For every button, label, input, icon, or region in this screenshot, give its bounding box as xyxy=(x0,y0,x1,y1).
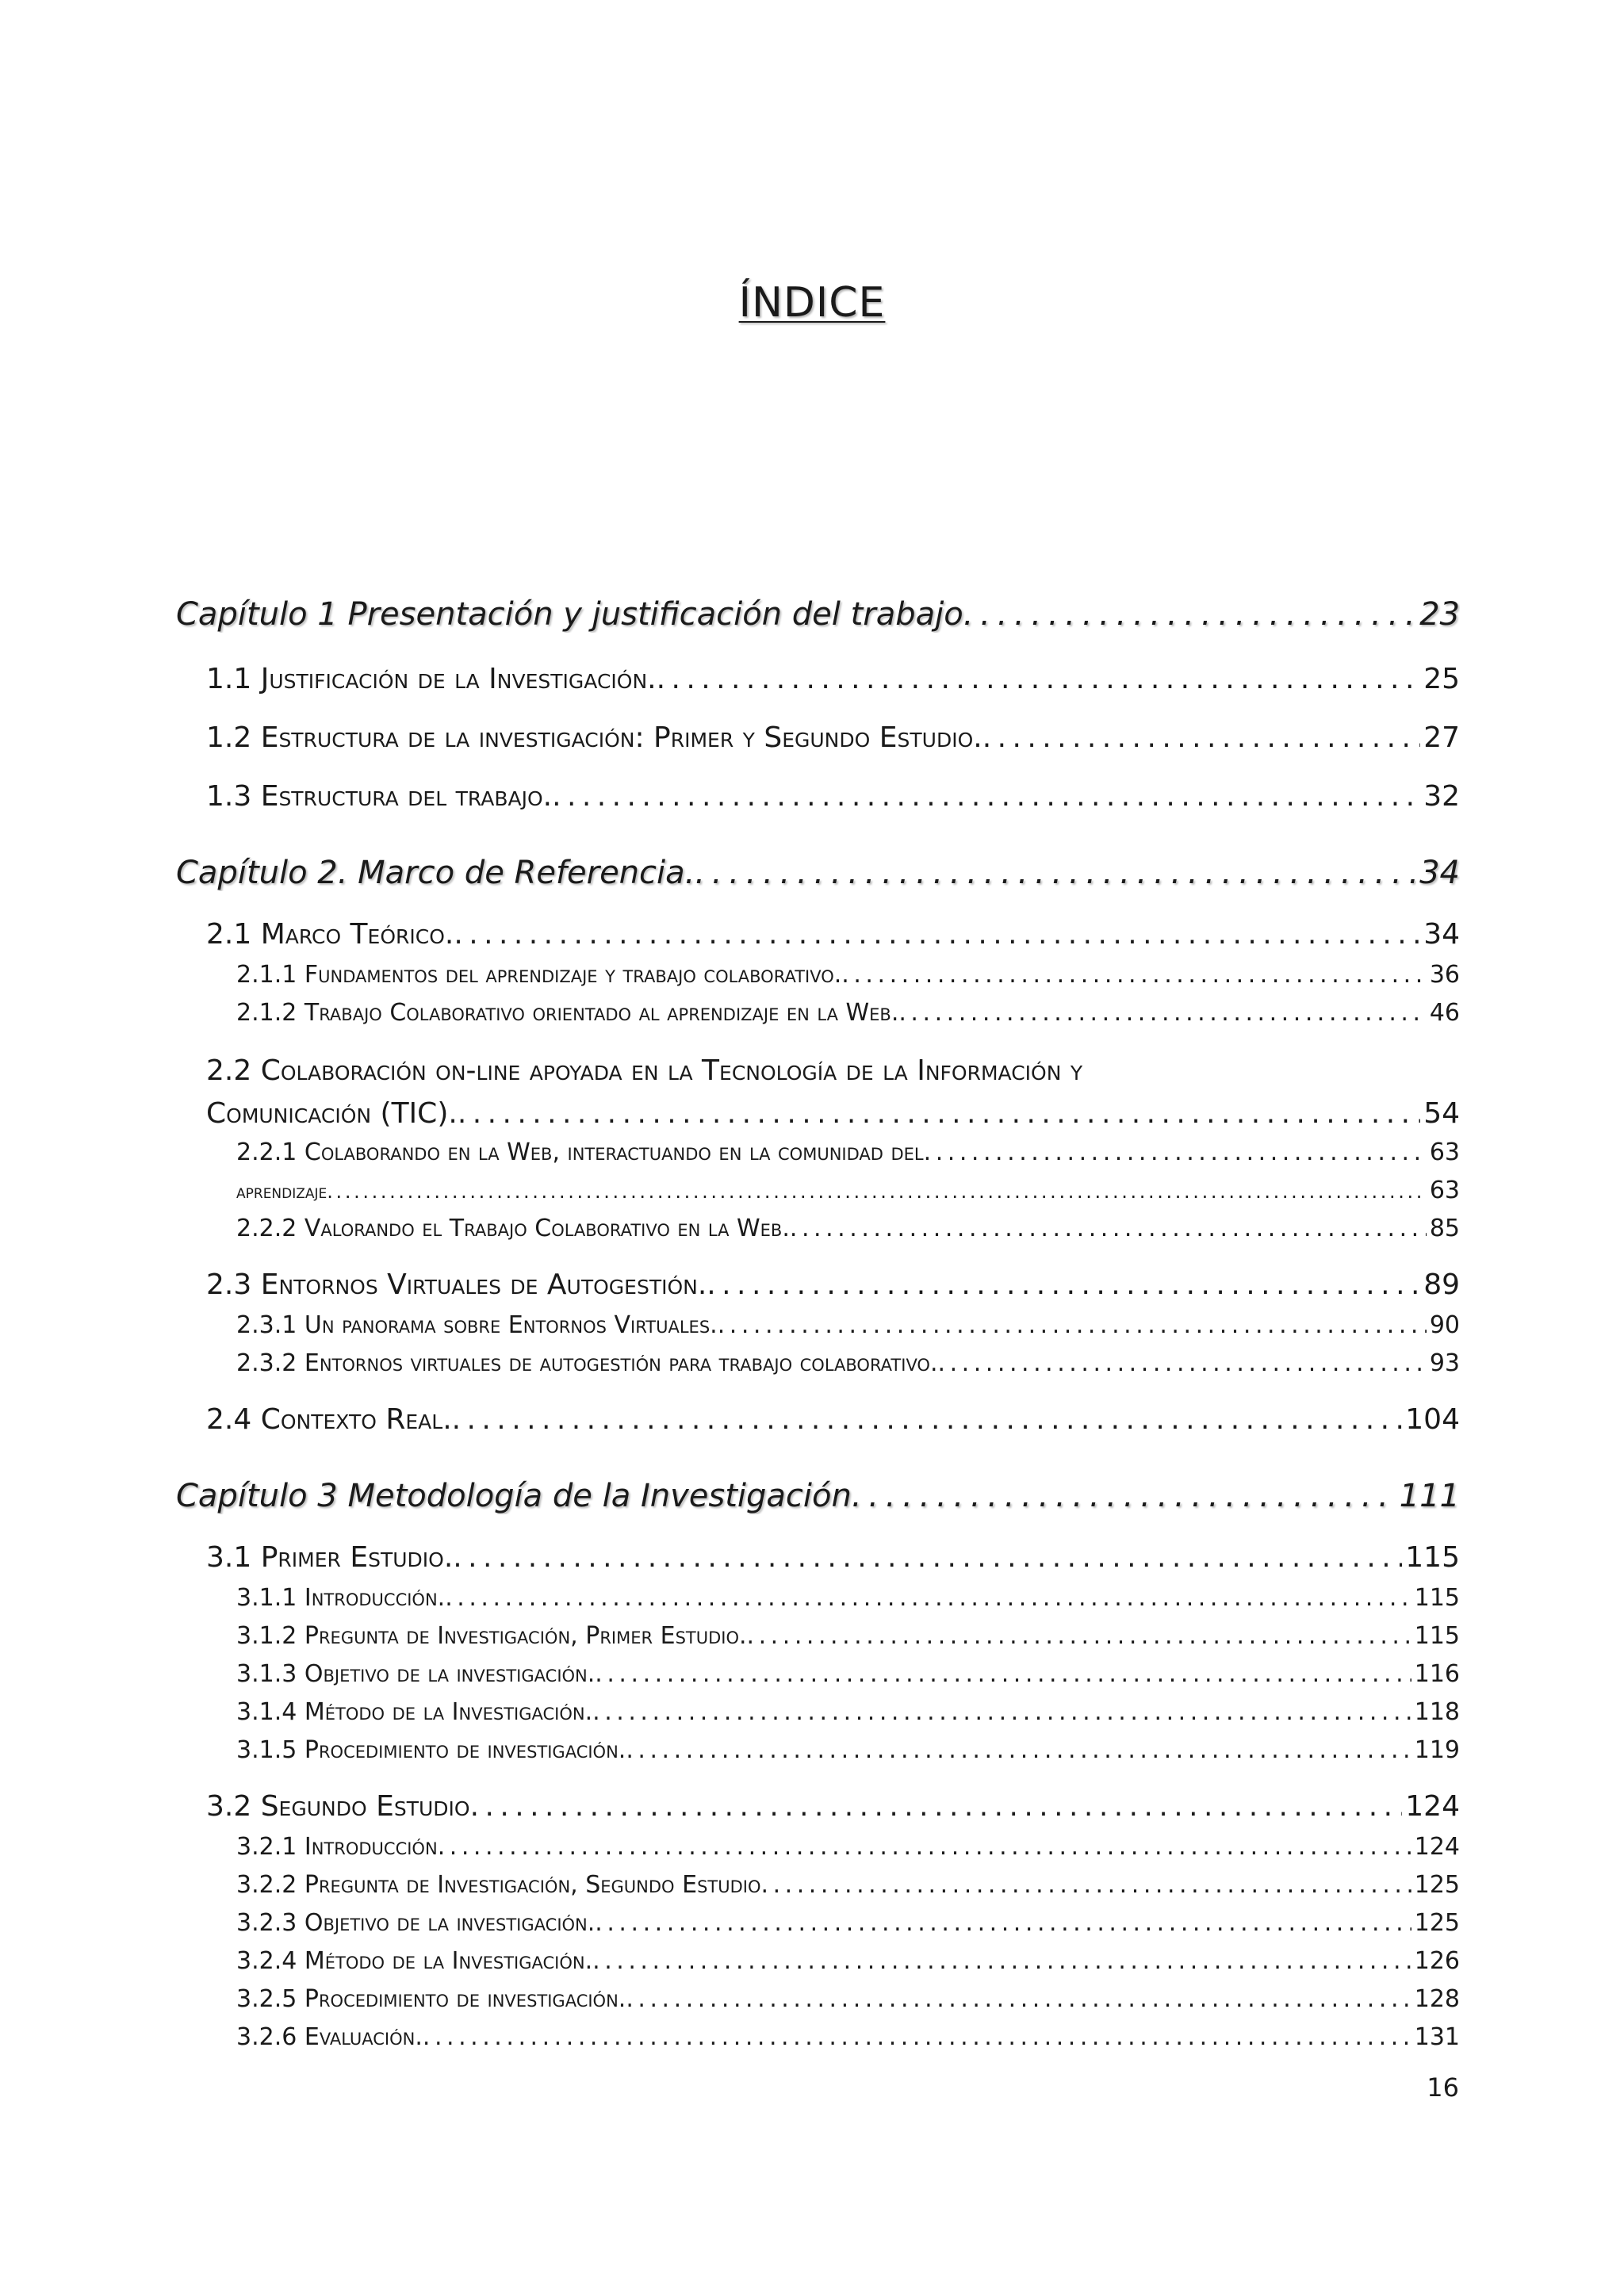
toc-entry-3-2-3[interactable] xyxy=(236,1909,1460,1937)
toc-entry-2-3[interactable] xyxy=(206,1269,1460,1301)
toc-entry-2-4[interactable] xyxy=(206,1403,1460,1436)
toc-entry-page: 115 xyxy=(1414,1622,1460,1650)
dot-leader xyxy=(452,1403,1403,1436)
dot-leader xyxy=(445,1584,1411,1612)
toc-entry-2-2-1[interactable] xyxy=(236,1138,1460,1166)
dot-leader xyxy=(963,596,1416,633)
toc-entry-text: 2.1.2 Trabajo Colaborativo orientado al aprendizaje en la Web. xyxy=(236,999,899,1027)
page-title: ÍNDICE xyxy=(738,279,886,327)
dot-leader xyxy=(327,1181,1427,1203)
toc-entry-page: 34 xyxy=(1419,855,1460,891)
dot-leader xyxy=(595,1660,1411,1688)
toc-entry-3-1-1[interactable] xyxy=(236,1584,1460,1612)
toc-entry-text: 2.1 Marco Teórico. xyxy=(206,918,454,951)
toc-entry-page: 34 xyxy=(1423,918,1460,951)
toc-entry-1-3[interactable] xyxy=(206,780,1460,813)
toc-entry-page: 23 xyxy=(1419,596,1460,633)
toc-entry-page: 93 xyxy=(1429,1349,1460,1377)
toc-entry-text: 3.1.1 Introducción. xyxy=(236,1584,446,1612)
toc-entry-text: 3.1.4 Método de la Investigación. xyxy=(236,1698,593,1726)
toc-entry-3-2[interactable] xyxy=(206,1790,1460,1823)
toc-entry-page: 119 xyxy=(1414,1736,1460,1764)
toc-entry-text: 3.2.1 Introducción xyxy=(236,1833,438,1861)
toc-entry-chapter-2[interactable] xyxy=(176,855,1460,891)
toc-entry-1-2[interactable] xyxy=(206,721,1460,754)
dot-leader xyxy=(595,1909,1411,1937)
toc-entry-text: 2.2.1 Colaborando en la Web, interactuando en la comunidad del xyxy=(236,1138,924,1166)
toc-entry-page: 128 xyxy=(1414,1985,1460,2013)
dot-leader xyxy=(898,999,1426,1027)
toc-entry-page: 111 xyxy=(1399,1478,1460,1514)
toc-entry-2-2-2[interactable] xyxy=(236,1215,1460,1242)
dot-leader xyxy=(790,1215,1427,1242)
toc-entry-page: 131 xyxy=(1414,2023,1460,2051)
toc-entry-page: 104 xyxy=(1405,1403,1460,1436)
toc-entry-text: 3.2.6 Evaluación. xyxy=(236,2023,423,2051)
dot-leader xyxy=(707,1269,1420,1301)
toc-entry-text: Capítulo 1 Presentación y justificación del trabajo xyxy=(176,596,963,633)
toc-entry-text: 3.2.2 Pregunta de Investigación, Segundo Estudio xyxy=(236,1871,761,1899)
toc-entry-page: 85 xyxy=(1429,1215,1460,1242)
dot-leader xyxy=(695,855,1416,891)
toc-entry-2-3-2[interactable] xyxy=(236,1349,1460,1377)
dot-leader xyxy=(453,1541,1402,1574)
toc-entry-page: 115 xyxy=(1414,1584,1460,1612)
toc-entry-page: 125 xyxy=(1414,1871,1460,1899)
dot-leader xyxy=(924,1138,1427,1166)
toc-entry-text: 1.1 Justificación de la Investigación. xyxy=(206,663,657,695)
toc-entry-2-1[interactable] xyxy=(206,918,1460,951)
dot-leader xyxy=(841,961,1427,989)
toc-entry-2-3-1[interactable] xyxy=(236,1311,1460,1339)
toc-entry-2-2-line1[interactable]: 2.2 Colaboración on-line apoyada en la Tecnología de la Información y xyxy=(206,1054,1083,1087)
toc-entry-text: 1.2 Estructura de la investigación: Primer y Segundo Estudio. xyxy=(206,721,982,754)
toc-entry-text: 2.3 Entornos Virtuales de Autogestión. xyxy=(206,1269,707,1301)
toc-entry-2-2-1-cont[interactable] xyxy=(236,1177,1460,1204)
toc-entry-text: 3.2 Segundo Estudio xyxy=(206,1790,470,1823)
dot-leader xyxy=(982,721,1421,754)
toc-entry-text: 2.4 Contexto Real. xyxy=(206,1403,452,1436)
toc-entry-text: 3.1.2 Pregunta de Investigación, Primer Estudio. xyxy=(236,1622,747,1650)
toc-entry-page: 32 xyxy=(1423,780,1460,813)
toc-entry-page: 126 xyxy=(1414,1947,1460,1975)
dot-leader xyxy=(552,780,1420,813)
toc-entry-page: 63 xyxy=(1429,1177,1460,1204)
toc-entry-text: 2.3.1 Un panorama sobre Entornos Virtuales. xyxy=(236,1311,718,1339)
dot-leader xyxy=(423,2023,1411,2051)
toc-entry-page: 54 xyxy=(1423,1097,1460,1130)
toc-entry-text: 3.2.4 Método de la Investigación. xyxy=(236,1947,593,1975)
dot-leader xyxy=(761,1871,1411,1899)
toc-entry-text: Capítulo 3 Metodología de la Investigación xyxy=(176,1478,852,1514)
toc-entry-page: 25 xyxy=(1423,663,1460,695)
toc-entry-3-2-4[interactable] xyxy=(236,1947,1460,1975)
toc-entry-3-1[interactable] xyxy=(206,1541,1460,1574)
toc-entry-page: 115 xyxy=(1405,1541,1460,1574)
toc-entry-3-1-3[interactable] xyxy=(236,1660,1460,1688)
toc-entry-text: 3.2.3 Objetivo de la investigación. xyxy=(236,1909,596,1937)
toc-entry-3-1-4[interactable] xyxy=(236,1698,1460,1726)
toc-entry-3-2-1[interactable] xyxy=(236,1833,1460,1861)
toc-entry-text: 3.1.3 Objetivo de la investigación. xyxy=(236,1660,596,1688)
toc-entry-page: 118 xyxy=(1414,1698,1460,1726)
toc-entry-1-1[interactable] xyxy=(206,663,1460,695)
toc-entry-page: 124 xyxy=(1405,1790,1460,1823)
toc-entry-page: 89 xyxy=(1423,1269,1460,1301)
toc-entry-chapter-1[interactable] xyxy=(176,596,1460,633)
dot-leader xyxy=(458,1097,1420,1130)
toc-entry-text: Comunicación (TIC). xyxy=(206,1097,458,1130)
toc-entry-text: 3.2.5 Procedimiento de investigación. xyxy=(236,1985,626,2013)
toc-entry-page: 63 xyxy=(1429,1138,1460,1166)
dot-leader xyxy=(852,1478,1396,1514)
toc-entry-text: 3.1.5 Procedimiento de investigación. xyxy=(236,1736,626,1764)
dot-leader xyxy=(454,918,1420,951)
dot-leader xyxy=(747,1622,1411,1650)
toc-entry-page: 46 xyxy=(1429,999,1460,1027)
dot-leader xyxy=(438,1833,1411,1861)
toc-entry-page: 90 xyxy=(1429,1311,1460,1339)
dot-leader xyxy=(718,1311,1427,1339)
toc-entry-3-2-6[interactable] xyxy=(236,2023,1460,2051)
toc-entry-3-1-5[interactable] xyxy=(236,1736,1460,1764)
dot-leader xyxy=(657,663,1421,695)
toc-entry-text: 2.2.2 Valorando el Trabajo Colaborativo en la Web. xyxy=(236,1215,790,1242)
dot-leader xyxy=(592,1698,1411,1726)
toc-entry-text: 3.1 Primer Estudio. xyxy=(206,1541,454,1574)
dot-leader xyxy=(470,1790,1403,1823)
toc-entry-text: aprendizaje xyxy=(236,1181,327,1203)
toc-entry-page: 36 xyxy=(1429,961,1460,989)
toc-entry-3-2-2[interactable] xyxy=(236,1871,1460,1899)
toc-entry-page: 125 xyxy=(1414,1909,1460,1937)
dot-leader xyxy=(626,1736,1411,1764)
toc-entry-3-1-2[interactable] xyxy=(236,1622,1460,1650)
dot-leader xyxy=(592,1947,1411,1975)
toc-entry-text: 2.3.2 Entornos virtuales de autogestión para trabajo colaborativo. xyxy=(236,1349,938,1377)
page-number: 16 xyxy=(1427,2072,1459,2103)
toc-entry-chapter-3[interactable] xyxy=(176,1478,1460,1514)
toc-entry-2-1-1[interactable] xyxy=(236,961,1460,989)
dot-leader xyxy=(938,1349,1427,1377)
dot-leader xyxy=(626,1985,1411,2013)
toc-entry-3-2-5[interactable] xyxy=(236,1985,1460,2013)
toc-entry-page: 116 xyxy=(1414,1660,1460,1688)
toc-entry-text: Capítulo 2. Marco de Referencia. xyxy=(176,855,695,891)
toc-entry-page: 124 xyxy=(1414,1833,1460,1861)
toc-entry-text: 1.3 Estructura del trabajo. xyxy=(206,780,553,813)
toc-entry-text: 2.1.1 Fundamentos del aprendizaje y trabajo colaborativo. xyxy=(236,961,842,989)
toc-entry-2-1-2[interactable] xyxy=(236,999,1460,1027)
toc-entry-page: 27 xyxy=(1423,721,1460,754)
toc-entry-2-2[interactable] xyxy=(206,1097,1460,1130)
